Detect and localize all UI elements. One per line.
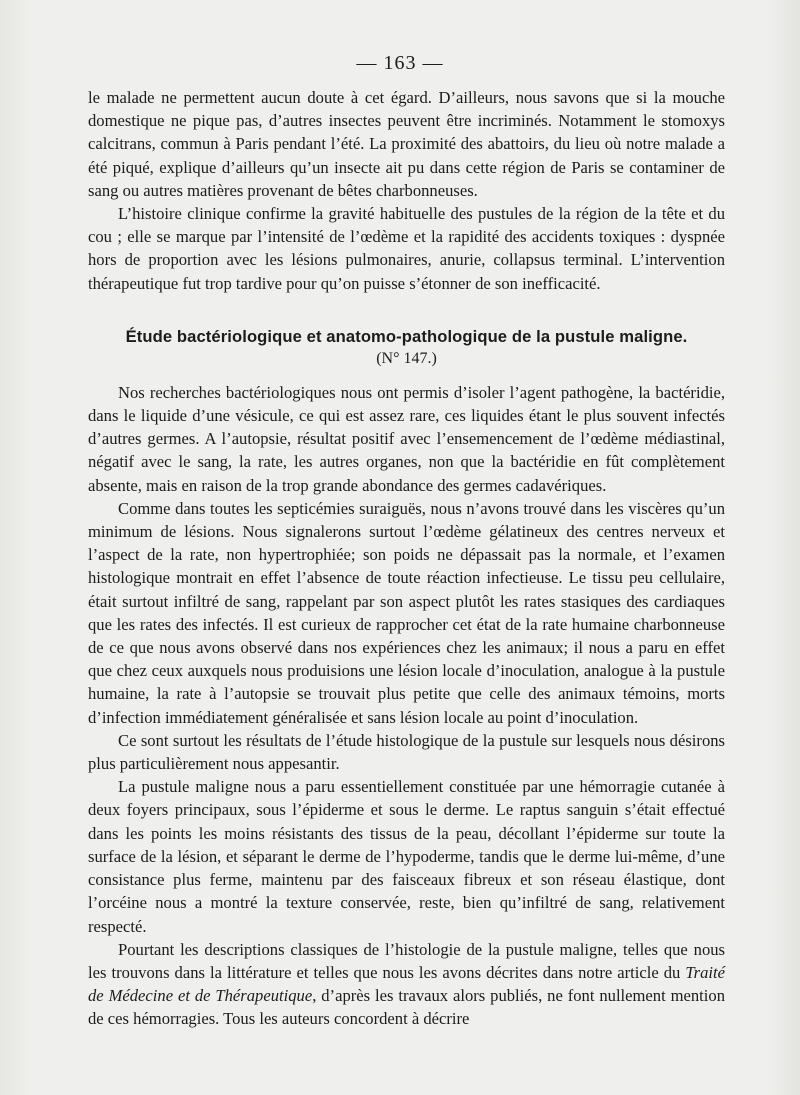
paragraph-bacteriology: Nos recherches bactériologiques nous ont permis d’isoler l’agent pathogène, la bactéridie, dans le liquide d’une vésicule, ce qui est assez rare, ces liquides étant le plus souvent infectés d’autres germes. A l’autopsie, résultat positif avec l’ensemencement de l’œdème médiastinal, négatif avec le sang, la rate, les autres organes, non que la bactéridie en fût complètement absente, mais en raison de la trop grande abondance des germes cadavériques. (88, 382, 725, 495)
section-reference: (N° 147.) (376, 349, 437, 367)
paragraph-hemorrhage: La pustule maligne nous a paru essentiellement constituée par une hémorragie cutanée à deux foyers principaux, sous l’épiderme et sous le derme. Le raptus sanguin s’était effectué dans les points les moins résistants des tissus de la peau, décollant l’épiderme sur toute la surface de la lésion, et séparant le derme de l’hypoderme, tandis que le derme lui-même, d’une consistance plus ferme, maintenu par des faisceaux fibreux et son réseau élastique, dont l’orcéine nous a montré la texture conservée, reste, bien qu’infiltré de sang, relativement respecté. (88, 777, 725, 936)
page-content (88, 86, 725, 1031)
section-heading: Étude bactériologique et anatomo-pathologique de la pustule maligne. (125, 326, 688, 346)
paragraph-lesions: Comme dans toutes les septicémies suraiguës, nous n’avons trouvé dans les viscères qu’un minimum de lésions. Nous signalerons surtout l’œdème gélatineux des centres nerveux et l’aspect de la rate, non hypertrophiée; son poids ne dépassait pas la normale, et l’examen histologique montrait en effet l’absence de toute réaction infectieuse. Le tissu peu cellulaire, était surtout infiltré de sang, rappelant par son aspect plutôt les rates stasiques des cardiaques que les rates des infectés. Il est curieux de rapprocher cet état de la rate humaine charbonneuse de ce que nous avons observé dans nos expériences chez les animaux; il nous a paru en effet que chez ceux auxquels nous produisions une lésion locale d’inoculation, analogue à la pustule humaine, la rate à l’autopsie se trouvait plus petite que celle des animaux témoins, morts d’infection immédiatement généralisée et sans lésion locale au point d’inoculation. (88, 498, 725, 727)
book-title-italic: Traité de Médecine et de Thérapeutique (88, 962, 725, 1006)
page-number: — 163 — (356, 52, 444, 74)
paragraph-histology-intro: Ce sont surtout les résultats de l’étude histologique de la pustule sur lesquels nous désirons plus particulièrement nous appesantir. (88, 730, 725, 774)
text-segment: , d’après les travaux alors publiés, ne font nullement mention de ces hémorragies. Tous les auteurs concordent à décrire (88, 986, 725, 1029)
paragraph-continued: le malade ne permettent aucun doute à cet égard. D’ailleurs, nous savons que si la mouche domestique ne pique pas, d’autres insectes peuvent être incriminés. Notamment le stomoxys calcitrans, commun à Paris pendant l’été. La proximité des abattoirs, du lieu où notre malade a été piqué, explique d’ailleurs qu’un insecte ait pu dans cette région de Paris se contaminer de sang ou autres matières provenant de bêtes charbonneuses. (88, 88, 725, 200)
text-segment: Pourtant les descriptions classiques de l’histologie de la pustule maligne, telles que nous les trouvons dans la littérature et telles que nous les avons décrites dans notre article du (88, 939, 725, 982)
paragraph-clinical-history: L’histoire clinique confirme la gravité habituelle des pustules de la région de la tête et du cou ; elle se marque par l’intensité de l’œdème et la rapidité des accidents toxiques : dyspnée hors de proportion avec les lésions pulmonaires, anurie, collapsus terminal. L’intervention thérapeutique fut trop tardive pour qu’on puisse s’étonner de son inefficacité. (88, 204, 725, 293)
paragraph-classical-descriptions (88, 938, 725, 1031)
